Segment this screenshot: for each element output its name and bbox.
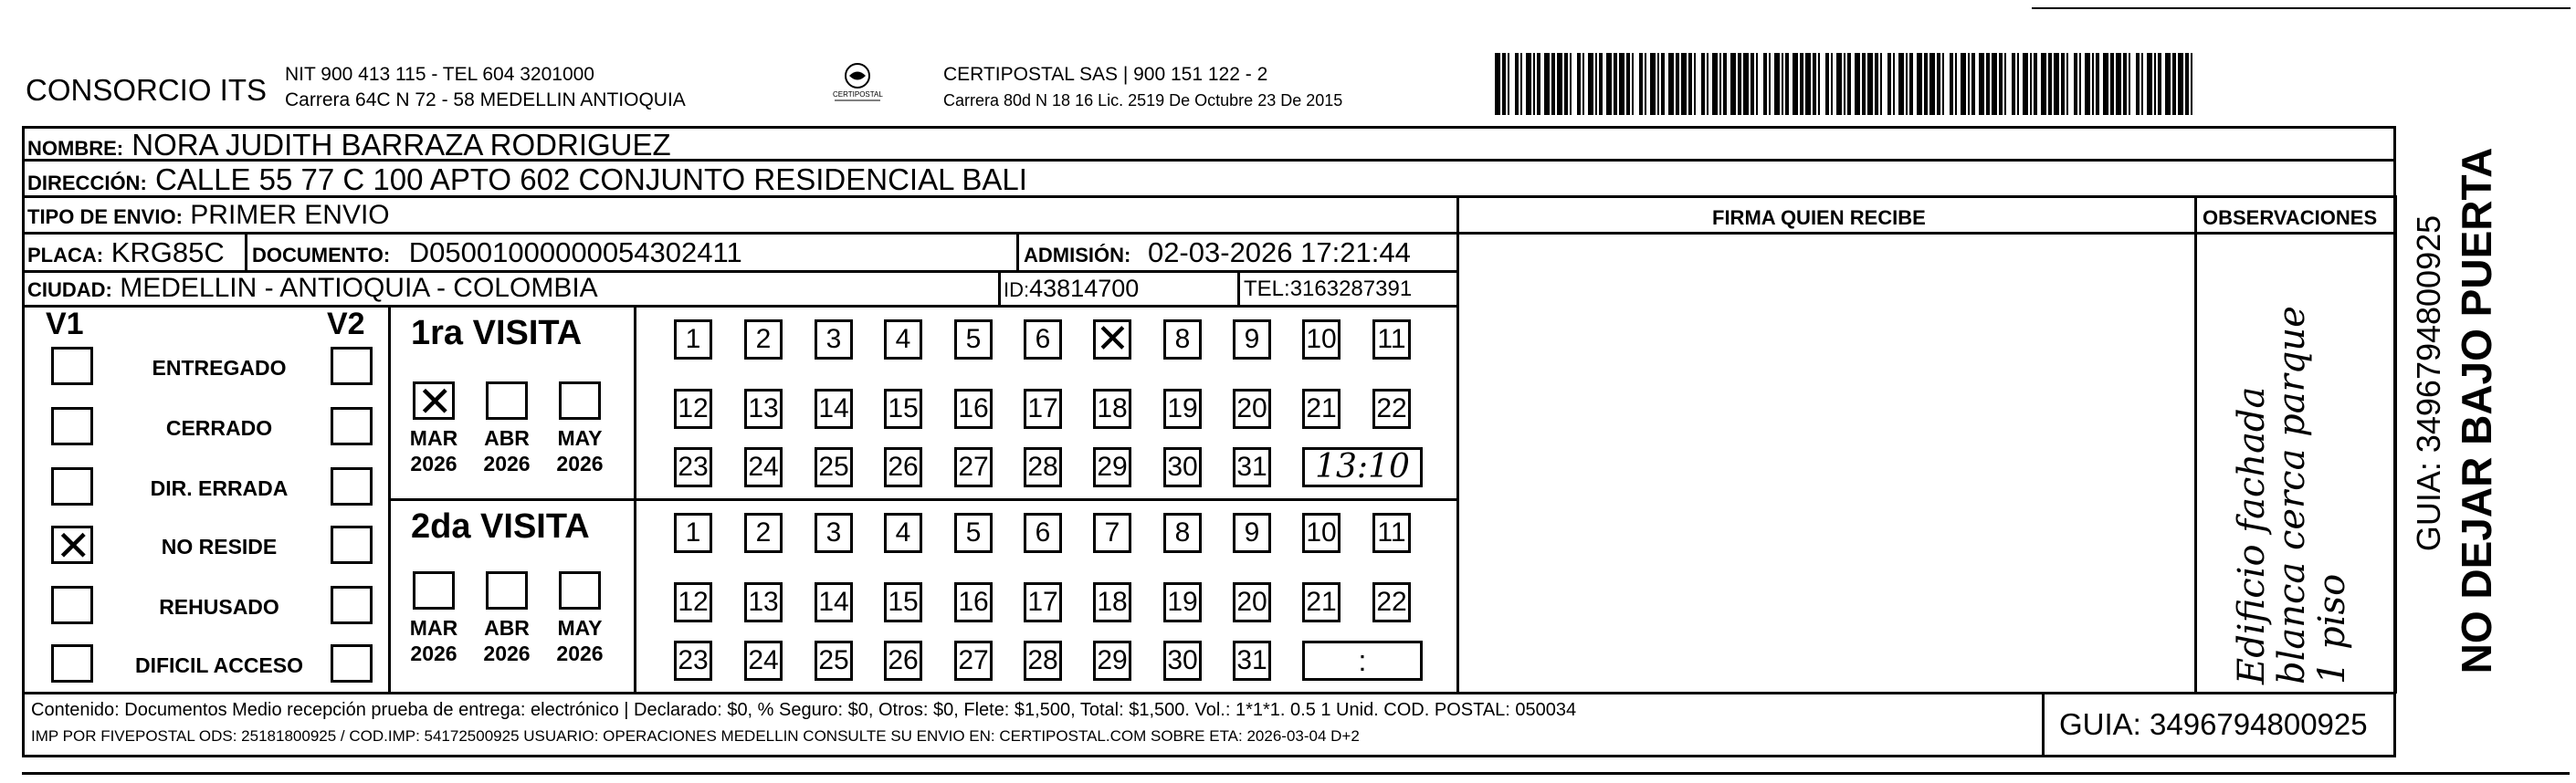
day-box[interactable]: ✕ <box>1093 319 1131 360</box>
barcode-bar <box>1893 53 1895 115</box>
day-box[interactable]: 23 <box>674 641 712 681</box>
day-box[interactable]: 8 <box>1163 513 1202 553</box>
barcode-bar <box>1668 53 1674 115</box>
day-box[interactable]: 12 <box>674 389 712 429</box>
barcode-bar <box>2165 53 2171 115</box>
barcode-bar <box>1862 53 1866 115</box>
barcode-bar <box>2085 53 2090 115</box>
nombre-value: NORA JUDITH BARRAZA RODRIGUEZ <box>131 128 671 162</box>
barcode-bar <box>1971 53 1975 115</box>
logo-text: CERTIPOSTAL <box>833 90 883 99</box>
side-guia-visible: GUIA: 3496794800925 <box>2410 214 2447 552</box>
month-name: ABR <box>484 616 530 640</box>
barcode-bar <box>2017 53 2019 115</box>
day-box[interactable]: 15 <box>884 389 922 429</box>
barcode-bar <box>1875 53 1878 115</box>
barcode-bar <box>2041 53 2046 115</box>
day-box[interactable]: 27 <box>954 447 993 487</box>
barcode-bar <box>2066 53 2068 115</box>
placa-cell <box>27 236 225 269</box>
barcode-bar <box>2103 53 2108 115</box>
barcode-bar <box>1769 53 1771 115</box>
barcode-bar <box>1533 53 1535 115</box>
barcode-bar <box>2023 53 2028 115</box>
barcode-bar <box>1898 53 1904 115</box>
barcode-bar <box>1738 53 1741 115</box>
barcode-bar <box>1917 53 1922 115</box>
bottom-rule <box>22 772 2570 775</box>
obs-right-border <box>2394 195 2397 694</box>
day-box[interactable]: 11 <box>1372 513 1411 553</box>
barcode-bar <box>2158 53 2161 115</box>
barcode-bar <box>1614 53 1617 115</box>
barcode-bar <box>1582 53 1584 115</box>
month-label <box>470 425 543 476</box>
day-box[interactable]: 20 <box>1233 582 1271 622</box>
row-divider <box>22 305 1459 308</box>
direccion-label: DIRECCIÓN: <box>27 172 147 194</box>
tipo-label: TIPO DE ENVIO: <box>27 205 183 228</box>
day-box[interactable]: 2 <box>744 319 783 360</box>
barcode-bar <box>1937 53 1940 115</box>
barcode-bar <box>1756 53 1758 115</box>
barcode-bar <box>1909 53 1913 115</box>
time-box[interactable]: 13:10 <box>1302 447 1423 487</box>
barcode-bar <box>1661 53 1665 115</box>
barcode-bar <box>1979 53 1984 115</box>
barcode-bar <box>2154 53 2156 115</box>
month-year: 2026 <box>556 642 604 665</box>
nombre-row <box>27 128 671 162</box>
month-year: 2026 <box>410 642 457 665</box>
barcode-bar <box>2147 53 2152 115</box>
barcode-bar <box>1719 53 1721 115</box>
day-box[interactable]: 31 <box>1233 447 1271 487</box>
barcode-bar <box>1688 53 1692 115</box>
barcode-bar <box>1557 53 1562 115</box>
barcode-bar <box>2178 53 2183 115</box>
barcode-bar <box>1800 53 1803 115</box>
barcode-bar <box>1712 53 1718 115</box>
barcode-bar <box>2054 53 2059 115</box>
barcode-bar <box>1526 53 1531 115</box>
barcode-bar <box>1929 53 1935 115</box>
v2-checkbox[interactable] <box>331 347 373 385</box>
month-label <box>470 615 543 666</box>
day-box[interactable]: 21 <box>1302 582 1341 622</box>
month-label <box>397 615 470 666</box>
barcode-bar <box>1639 53 1643 115</box>
barcode-bar <box>1906 53 1908 115</box>
barcode-bar <box>1707 53 1709 115</box>
placa-label: PLACA: <box>27 244 104 266</box>
barcode-bar <box>1992 53 1997 115</box>
visit-divider-h <box>388 498 1459 501</box>
certipostal-logo <box>829 60 886 108</box>
barcode-bar <box>2123 53 2127 115</box>
barcode-bar <box>1844 53 1845 115</box>
day-box[interactable]: 31 <box>1233 641 1271 681</box>
company-address: Carrera 64C N 72 - 58 MEDELLIN ANTIOQUIA <box>285 89 686 110</box>
visit1-title: 1ra VISITA <box>411 314 583 352</box>
day-box[interactable]: 4 <box>884 319 922 360</box>
day-box[interactable]: 4 <box>884 513 922 553</box>
barcode-bar <box>2061 53 2065 115</box>
month-name: MAY <box>557 616 603 640</box>
barcode-bar <box>1847 53 1851 115</box>
day-box[interactable]: 21 <box>1302 389 1341 429</box>
day-box[interactable]: 23 <box>674 447 712 487</box>
barcode-bar <box>1544 53 1550 115</box>
day-box[interactable]: 25 <box>815 447 853 487</box>
barcode-bar <box>2110 53 2114 115</box>
obs-line-2: blanca cerca parque <box>2271 306 2313 684</box>
day-box[interactable]: 22 <box>1372 389 1411 429</box>
side-warning: NO DEJAR BAJO PUERTA <box>2453 147 2500 674</box>
barcode-bar <box>2034 53 2037 115</box>
day-box[interactable]: 5 <box>954 513 993 553</box>
ciudad-value: MEDELLIN - ANTIOQUIA - COLOMBIA <box>120 273 598 303</box>
barcode-bar <box>1520 53 1522 115</box>
day-box[interactable]: 6 <box>1024 319 1062 360</box>
barcode-bar <box>1968 53 1970 115</box>
barcode-bar <box>1924 53 1928 115</box>
observaciones-label: OBSERVACIONES <box>2203 206 2378 229</box>
month-label <box>543 425 616 476</box>
v2-checkbox[interactable] <box>331 586 373 624</box>
id-label: ID: <box>1004 278 1030 301</box>
month-checkbox[interactable] <box>413 571 455 610</box>
documento-cell <box>252 236 742 269</box>
barcode-bar <box>1606 53 1612 115</box>
barcode-bar <box>1751 53 1754 115</box>
month-checkbox[interactable] <box>486 381 528 420</box>
barcode-bar <box>1570 53 1572 115</box>
barcode-bar <box>1950 53 1953 115</box>
day-box[interactable]: 28 <box>1024 447 1062 487</box>
barcode-bar <box>1495 53 1500 115</box>
barcode-bar <box>1942 53 1944 115</box>
day-box[interactable]: 18 <box>1093 582 1131 622</box>
barcode-bar <box>1730 53 1736 115</box>
barcode-bar <box>1813 53 1816 115</box>
month-name: ABR <box>484 426 530 450</box>
footer-divider <box>22 692 2396 694</box>
documento-value: D05001000000054302411 <box>408 236 742 268</box>
documento-label: DOCUMENTO: <box>252 244 391 266</box>
barcode-bar <box>1694 53 1696 115</box>
barcode-bar <box>1551 53 1555 115</box>
barcode-bar <box>2012 53 2015 115</box>
day-box[interactable]: 13 <box>744 389 783 429</box>
day-box[interactable]: 24 <box>744 641 783 681</box>
row-divider <box>22 232 1459 235</box>
v2-label: V2 <box>327 307 365 341</box>
day-box[interactable]: 10 <box>1302 513 1341 553</box>
direccion-value: CALLE 55 77 C 100 APTO 602 CONJUNTO RESIDENCIAL BALI <box>154 162 1027 196</box>
top-rule <box>2032 7 2571 9</box>
barcode-bar <box>1743 53 1749 115</box>
barcode-bar <box>1986 53 1990 115</box>
day-box[interactable]: 24 <box>744 447 783 487</box>
barcode-bar <box>1508 53 1509 115</box>
v1-checkbox[interactable] <box>51 526 93 564</box>
status-label: ENTREGADO <box>152 356 287 380</box>
firma-label: FIRMA QUIEN RECIBE <box>1712 206 1926 229</box>
barcode-bar <box>1502 53 1506 115</box>
carrier-name: CERTIPOSTAL SAS | 900 151 122 - 2 <box>943 64 1268 85</box>
barcode-bar <box>1595 53 1597 115</box>
v2-checkbox[interactable] <box>331 407 373 445</box>
day-box[interactable]: 3 <box>815 513 853 553</box>
barcode-bar <box>1632 53 1634 115</box>
company-name: CONSORCIO ITS <box>26 73 268 107</box>
barcode-bar <box>2172 53 2176 115</box>
barcode-bar <box>1880 53 1882 115</box>
status-label: REHUSADO <box>159 595 279 619</box>
id-cell <box>1004 275 1139 303</box>
placa-value: KRG85C <box>110 236 225 268</box>
v1-checkbox[interactable] <box>51 347 93 385</box>
barcode-bar <box>1818 53 1820 115</box>
month-checkbox[interactable] <box>413 381 455 420</box>
day-box[interactable]: 28 <box>1024 641 1062 681</box>
day-box[interactable]: 16 <box>954 389 993 429</box>
tipo-value: PRIMER ENVIO <box>190 200 390 230</box>
barcode <box>1495 53 2198 115</box>
barcode-bar <box>2048 53 2052 115</box>
barcode-bar <box>1577 53 1581 115</box>
barcode-bar <box>1588 53 1593 115</box>
v1-checkbox[interactable] <box>51 644 93 683</box>
day-box[interactable]: 11 <box>1372 319 1411 360</box>
month-checkbox[interactable] <box>559 381 601 420</box>
v1-label: V1 <box>46 307 84 341</box>
barcode-bar <box>1836 53 1842 115</box>
day-box[interactable]: 6 <box>1024 513 1062 553</box>
day-box[interactable]: 7 <box>1093 513 1131 553</box>
id-value: 43814700 <box>1029 275 1140 302</box>
admision-cell <box>1024 236 1411 269</box>
obs-line-3: 1 piso <box>2311 573 2353 684</box>
barcode-bar <box>1825 53 1829 115</box>
barcode-bar <box>2030 53 2032 115</box>
barcode-bar <box>1774 53 1780 115</box>
month-year: 2026 <box>483 642 531 665</box>
admision-label: ADMISIÓN: <box>1024 244 1131 266</box>
status-label: CERRADO <box>165 416 273 440</box>
barcode-bar <box>2079 53 2081 115</box>
month-name: MAR <box>409 616 458 640</box>
time-box[interactable]: : <box>1302 641 1423 681</box>
company-nit: NIT 900 413 115 - TEL 604 3201000 <box>285 64 594 85</box>
barcode-bar <box>2096 53 2099 115</box>
day-box[interactable]: 13 <box>744 582 783 622</box>
v1-checkbox[interactable] <box>51 467 93 506</box>
day-box[interactable]: 8 <box>1163 319 1202 360</box>
direccion-row <box>27 162 1027 197</box>
day-box[interactable]: 14 <box>815 582 853 622</box>
month-label <box>543 615 616 666</box>
v2-checkbox[interactable] <box>331 467 373 506</box>
ciudad-cell <box>27 273 598 304</box>
barcode-bar <box>1805 53 1811 115</box>
barcode-bar <box>1657 53 1659 115</box>
status-label: DIR. ERRADA <box>150 476 289 500</box>
ciudad-label: CIUDAD: <box>27 278 112 301</box>
cell-divider <box>1237 270 1240 305</box>
month-name: MAY <box>557 426 603 450</box>
day-box[interactable]: 9 <box>1233 319 1271 360</box>
barcode-bar <box>2141 53 2143 115</box>
day-box[interactable]: 19 <box>1163 582 1202 622</box>
admision-value: 02-03-2026 17:21:44 <box>1147 236 1411 268</box>
barcode-bar <box>2074 53 2077 115</box>
nombre-label: NOMBRE: <box>27 137 124 160</box>
day-box[interactable]: 25 <box>815 641 853 681</box>
v2-checkbox[interactable] <box>331 644 373 683</box>
barcode-bar <box>1782 53 1783 115</box>
barcode-bar <box>1701 53 1705 115</box>
footer-imp: IMP POR FIVEPOSTAL ODS: 25181800925 / COD.IMP: 54172500925 USUARIO: OPERACIONES MEDELLIN CONSULTE SU ENVIO EN: CERTIPOSTAL.COM SOBRE ETA: 2026-03-04 D+2 <box>31 727 1360 745</box>
day-box[interactable]: 1 <box>674 319 712 360</box>
tel-cell <box>1244 277 1412 302</box>
visit2-title: 2da VISITA <box>411 507 590 546</box>
barcode-bar <box>2129 53 2130 115</box>
barcode-bar <box>1537 53 1540 115</box>
day-box[interactable]: 22 <box>1372 582 1411 622</box>
barcode-bar <box>1887 53 1891 115</box>
month-checkbox[interactable] <box>486 571 528 610</box>
month-year: 2026 <box>410 452 457 475</box>
barcode-bar <box>1650 53 1656 115</box>
barcode-bar <box>1681 53 1687 115</box>
barcode-bar <box>1785 53 1789 115</box>
barcode-bar <box>1867 53 1873 115</box>
day-box[interactable]: 26 <box>884 447 922 487</box>
month-checkbox[interactable] <box>559 571 601 610</box>
month-name: MAR <box>409 426 458 450</box>
cell-divider <box>1016 232 1019 270</box>
footer-guia-divider <box>2042 692 2045 757</box>
v1-checkbox[interactable] <box>51 586 93 624</box>
barcode-bar <box>2004 53 2006 115</box>
v2-checkbox[interactable] <box>331 526 373 564</box>
day-box[interactable]: 29 <box>1093 641 1131 681</box>
barcode-bar <box>1676 53 1679 115</box>
carrier-address: Carrera 80d N 18 16 Lic. 2519 De Octubre 23 De 2015 <box>943 91 1343 110</box>
barcode-bar <box>1855 53 1860 115</box>
month-year: 2026 <box>556 452 604 475</box>
barcode-bar <box>1626 53 1630 115</box>
footer-contenido: Contenido: Documentos Medio recepción prueba de entrega: electrónico | Declarado: $0, % Seguro: $0, Otros: $0, Flete: $1,500, Total: $1,500. Vol.: 1*1*1. 0.5 1 Unid. COD. POSTAL: 050034 <box>31 700 1577 720</box>
barcode-bar <box>2185 53 2189 115</box>
day-box[interactable]: 30 <box>1163 447 1202 487</box>
day-box[interactable]: 3 <box>815 319 853 360</box>
barcode-bar <box>1599 53 1603 115</box>
day-box[interactable]: 14 <box>815 389 853 429</box>
firma-header-divider <box>1456 232 2395 235</box>
day-box[interactable]: 20 <box>1233 389 1271 429</box>
tipo-row <box>27 200 390 231</box>
barcode-bar <box>1763 53 1767 115</box>
day-box[interactable]: 17 <box>1024 582 1062 622</box>
day-box[interactable]: 2 <box>744 513 783 553</box>
day-box[interactable]: 16 <box>954 582 993 622</box>
day-box[interactable]: 26 <box>884 641 922 681</box>
barcode-bar <box>1793 53 1798 115</box>
v1-checkbox[interactable] <box>51 407 93 445</box>
day-box[interactable]: 1 <box>674 513 712 553</box>
cell-divider <box>245 232 247 270</box>
month-label <box>397 425 470 476</box>
day-box[interactable]: 10 <box>1302 319 1341 360</box>
day-box[interactable]: 12 <box>674 582 712 622</box>
day-box[interactable]: 18 <box>1093 389 1131 429</box>
obs-line-1: Edificio fachada <box>2231 386 2273 684</box>
day-box[interactable]: 5 <box>954 319 993 360</box>
barcode-bar <box>1999 53 2003 115</box>
barcode-bar <box>1723 53 1727 115</box>
barcode-bar <box>1619 53 1624 115</box>
status-label: NO RESIDE <box>161 535 278 559</box>
month-year: 2026 <box>483 452 531 475</box>
barcode-bar <box>2116 53 2121 115</box>
barcode-bar <box>1831 53 1833 115</box>
day-box[interactable]: 15 <box>884 582 922 622</box>
observaciones-handwriting <box>2192 237 2392 694</box>
footer-guia: GUIA: 3496794800925 <box>2059 707 2368 741</box>
day-box[interactable]: 19 <box>1163 389 1202 429</box>
status-label: DIFICIL ACCESO <box>134 653 303 677</box>
day-box[interactable]: 9 <box>1233 513 1271 553</box>
barcode-bar <box>1645 53 1646 115</box>
cell-divider <box>998 270 1001 305</box>
barcode-bar <box>2136 53 2140 115</box>
barcode-bar <box>1961 53 1966 115</box>
barcode-bar <box>1515 53 1519 115</box>
barcode-bar <box>2191 53 2192 115</box>
barcode-bar <box>1955 53 1957 115</box>
day-box[interactable]: 29 <box>1093 447 1131 487</box>
day-box[interactable]: 30 <box>1163 641 1202 681</box>
barcode-bar <box>1564 53 1568 115</box>
tel-value: 3163287391 <box>1289 277 1413 301</box>
day-box[interactable]: 17 <box>1024 389 1062 429</box>
day-box[interactable]: 27 <box>954 641 993 681</box>
tel-label: TEL: <box>1244 277 1290 301</box>
barcode-bar <box>2092 53 2094 115</box>
